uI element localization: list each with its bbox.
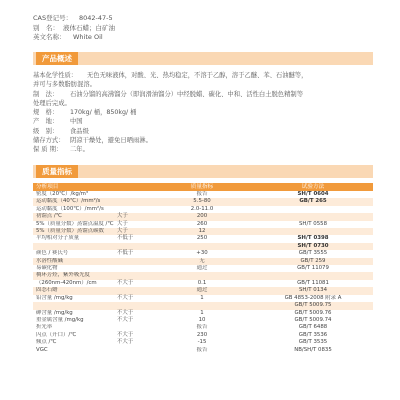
- desc-value: 阴凉干燥处，避免日晒雨淋。: [70, 137, 152, 145]
- row-method: [253, 228, 373, 235]
- row-qualifier: [117, 347, 151, 354]
- info-english-name: [33, 33, 373, 43]
- row-qualifier: 不大于: [117, 309, 134, 316]
- row-spec: 10: [198, 316, 206, 323]
- row-method: [253, 317, 373, 324]
- row-method: [253, 206, 373, 213]
- row-method-text: GB/T 11079: [297, 265, 329, 272]
- row-item: [33, 206, 151, 213]
- desc-value: 二年。: [70, 146, 89, 154]
- row-spec: 报告: [196, 324, 208, 331]
- table-row: [33, 265, 373, 272]
- row-spec: 200: [196, 213, 208, 220]
- row-item-name: [36, 302, 117, 309]
- desc-key: 基本化学性质：: [33, 72, 78, 79]
- row-method: [253, 280, 373, 287]
- desc-key: 级 别：: [33, 127, 59, 135]
- row-item: [33, 280, 151, 287]
- row-item: [33, 250, 151, 257]
- row-method-text: GB/T 3555: [298, 250, 328, 257]
- table-row: [33, 221, 373, 228]
- row-method: [253, 332, 373, 339]
- row-method: [253, 235, 373, 242]
- row-item: [33, 221, 151, 228]
- table-row: [33, 250, 373, 257]
- info-alias: [33, 24, 373, 34]
- row-method: [253, 310, 373, 317]
- desc-value: 食品级: [70, 127, 89, 135]
- row-method: [253, 191, 373, 198]
- desc-value: 无色无味液体，对酸、光、热均稳定，不溶于乙醇，溶于乙醚、苯、石油醚等，: [87, 72, 308, 79]
- row-qualifier: 大于: [117, 228, 128, 235]
- section-quality: [33, 165, 373, 178]
- row-spec: 通过: [196, 287, 208, 294]
- table-body: [33, 191, 373, 354]
- info-key: 英文名称：: [33, 33, 66, 42]
- row-spec: [151, 243, 253, 250]
- desc-row: [33, 136, 373, 145]
- section-title: 质量指标: [36, 165, 78, 178]
- desc-row: [33, 117, 373, 126]
- row-spec: 2.0-11.0: [190, 205, 214, 212]
- row-method: [253, 324, 373, 331]
- row-spec: +30: [196, 250, 208, 257]
- row-item-name: （260nm-420nm）/cm: [36, 279, 97, 286]
- row-item-name: 倾点 /℃: [36, 339, 57, 346]
- table-row: [33, 324, 373, 331]
- info-key: 别 名：: [33, 23, 59, 32]
- row-item: [33, 339, 151, 346]
- table-row: [33, 235, 373, 242]
- row-spec: 12: [198, 228, 206, 235]
- row-item-name: 运动黏度（100℃）/mm²/s: [36, 205, 104, 212]
- row-item: [33, 243, 151, 250]
- row-item-name: 密度（20℃）/kg/m³: [36, 191, 89, 197]
- row-qualifier: 不大于: [117, 279, 134, 286]
- row-method-text: GB/T 3535: [298, 339, 328, 346]
- row-item-name: 稠环芳烃，紫外吸光度: [36, 272, 90, 279]
- table-row: [33, 295, 373, 302]
- desc-row: [33, 80, 373, 89]
- row-item: [33, 287, 151, 294]
- row-item: [33, 213, 151, 220]
- row-item: [33, 258, 151, 265]
- table-row: [33, 258, 373, 265]
- table-row: [33, 310, 373, 317]
- desc-row: [33, 90, 373, 99]
- row-qualifier: 不大于: [117, 316, 134, 323]
- table-header: [33, 183, 373, 191]
- row-qualifier: 不大于: [117, 339, 134, 346]
- desc-value: 处理后完成。: [33, 99, 71, 107]
- row-method-text: GB/T 5009.75: [294, 302, 332, 309]
- row-item: [33, 272, 151, 279]
- row-item-name: 易碳化物: [36, 265, 58, 272]
- desc-key: 规 格：: [33, 109, 59, 117]
- row-spec: 通过: [196, 265, 208, 272]
- info-value: 液体石蜡；白矿油: [63, 23, 115, 32]
- table-row: [33, 213, 373, 220]
- table-row: [33, 191, 373, 198]
- header-method: 试验方法: [301, 184, 325, 190]
- row-item-name: 初馏点 /℃: [36, 213, 62, 220]
- row-spec: 报告: [196, 346, 208, 353]
- row-item: [33, 310, 151, 317]
- row-item-name: VGC: [36, 346, 48, 353]
- table-row: [33, 198, 373, 205]
- row-item-name: [36, 243, 117, 250]
- desc-key: 储存方式：: [33, 137, 65, 145]
- row-spec: 260: [196, 220, 208, 227]
- row-method-text: GB/T 11081: [297, 279, 329, 286]
- row-method-text: SH/T 0730: [297, 242, 329, 249]
- row-method-text: SH/T 0604: [297, 191, 329, 197]
- row-item-name: 折光率: [36, 324, 53, 331]
- row-spec: 报告: [196, 191, 208, 197]
- row-item-name: 砷含量 /mg/kg: [36, 309, 73, 316]
- row-spec: -15: [197, 339, 207, 346]
- table-row: [33, 272, 373, 279]
- row-item-name: 重金属含量 /mg/kg: [36, 316, 84, 323]
- row-method: [253, 243, 373, 250]
- table-row: [33, 347, 373, 354]
- row-spec: [151, 272, 253, 279]
- row-method: [253, 213, 373, 220]
- product-info: [33, 14, 373, 43]
- desc-row: [33, 108, 373, 117]
- header-item: 分析项目: [36, 184, 59, 190]
- row-item-name: 5%（质量分数）蒸馏点温度 /℃: [36, 220, 114, 227]
- desc-row: [33, 99, 373, 108]
- table-row: [33, 332, 373, 339]
- row-item: [33, 265, 151, 272]
- row-method: [253, 287, 373, 294]
- row-item: [33, 317, 151, 324]
- row-method-text: GB/T 265: [299, 198, 327, 205]
- row-method: [253, 272, 373, 279]
- desc-row: [33, 145, 373, 154]
- info-cas: [33, 14, 373, 24]
- desc-value: 170kg/ 桶，850kg/ 桶: [70, 109, 137, 117]
- row-method-text: NB/SH/T 0835: [294, 346, 332, 353]
- row-method-text: GB/T 6488: [298, 324, 328, 331]
- table-row: [33, 317, 373, 324]
- row-item: [33, 332, 151, 339]
- row-qualifier: [117, 191, 151, 198]
- header-spec: 质量指标: [190, 184, 214, 190]
- row-qualifier: [117, 324, 151, 331]
- row-item-name: 铅含量 /mg/kg: [36, 294, 73, 301]
- desc-row: [33, 71, 373, 80]
- row-method: [253, 265, 373, 272]
- row-method-text: SH/T 0398: [297, 235, 329, 242]
- row-method-text: GB/T 5009.76: [294, 309, 332, 316]
- row-qualifier: 不大于: [117, 294, 134, 301]
- row-item-name: 颜色 / 赛氏号: [36, 250, 69, 257]
- desc-key: 保 质 期：: [33, 146, 63, 154]
- row-spec: 230: [196, 331, 208, 338]
- info-value: 8042-47-5: [79, 14, 113, 22]
- row-method: [253, 339, 373, 346]
- row-item-name: 5%（质量分数）蒸馏点碳数: [36, 228, 104, 235]
- row-method-text: SH/T 0558: [298, 220, 328, 227]
- desc-value: 中国: [70, 118, 83, 126]
- table-row: [33, 228, 373, 235]
- table-row: [33, 206, 373, 213]
- row-item: [33, 295, 151, 302]
- row-method-text: GB 4853-2008 附录 A: [284, 294, 342, 301]
- row-item: [33, 228, 151, 235]
- row-qualifier: 大于: [117, 213, 128, 220]
- row-spec: 1: [200, 309, 204, 316]
- row-method-text: GB/T 3536: [298, 331, 328, 338]
- row-item-name: 运动黏度（40℃）/mm²/s: [36, 198, 101, 205]
- row-qualifier: 不低于: [117, 250, 134, 257]
- section-title: 产品概述: [36, 52, 78, 65]
- row-spec: 250: [196, 235, 208, 242]
- row-item-name: 平均相对分子质量: [36, 235, 80, 242]
- desc-row: [33, 127, 373, 136]
- desc-key: 制 法：: [33, 90, 59, 98]
- row-method-text: SH/T 0134: [298, 287, 328, 294]
- row-spec: [151, 302, 253, 309]
- row-item: [33, 324, 151, 331]
- row-method: [253, 221, 373, 228]
- desc-value: 石油分馏的高沸馏分（即润滑油馏分）中经脱蜡、碳化、中和、活性白土脱色精制等: [70, 90, 303, 98]
- row-qualifier: 不大于: [117, 331, 134, 338]
- desc-key: 产 地：: [33, 118, 59, 126]
- table-row: [33, 287, 373, 294]
- row-method: [253, 250, 373, 257]
- info-key: CAS登记号：: [33, 14, 73, 22]
- row-qualifier: 大于: [117, 220, 128, 227]
- desc-value: 并可与多数脂肪混溶。: [33, 81, 96, 89]
- row-spec: 1: [200, 294, 204, 301]
- row-qualifier: [117, 287, 151, 294]
- quality-table: [33, 183, 373, 354]
- row-spec: 0.1: [197, 279, 207, 286]
- row-qualifier: [117, 265, 151, 272]
- table-row: [33, 243, 373, 250]
- row-method: [253, 198, 373, 205]
- row-qualifier: 不低于: [117, 235, 134, 242]
- row-qualifier: [117, 302, 151, 309]
- row-item: [33, 235, 151, 242]
- table-row: [33, 280, 373, 287]
- row-qualifier: [117, 258, 151, 265]
- row-spec: 5.5-80: [193, 198, 211, 205]
- row-qualifier: [117, 272, 151, 279]
- row-method-text: GB/T 5009.74: [294, 316, 332, 323]
- row-item: [33, 347, 151, 354]
- table-row: [33, 339, 373, 346]
- row-qualifier: [117, 198, 151, 205]
- row-method: [253, 295, 373, 302]
- description-block: [33, 71, 373, 155]
- row-method: [253, 258, 373, 265]
- info-value: White Oil: [73, 33, 103, 42]
- section-description: [33, 52, 373, 65]
- row-method: [253, 302, 373, 309]
- row-method-text: GB/T 259: [300, 257, 326, 264]
- row-item: [33, 198, 151, 205]
- row-spec: 无: [199, 257, 205, 264]
- row-item-name: 固态石蜡: [36, 287, 58, 294]
- row-method: [253, 347, 373, 354]
- row-item: [33, 302, 151, 309]
- row-item-name: 闪点（开口）/℃: [36, 331, 77, 338]
- table-row: [33, 302, 373, 309]
- row-item: [33, 191, 151, 198]
- row-item-name: 水溶性酸碱: [36, 257, 63, 264]
